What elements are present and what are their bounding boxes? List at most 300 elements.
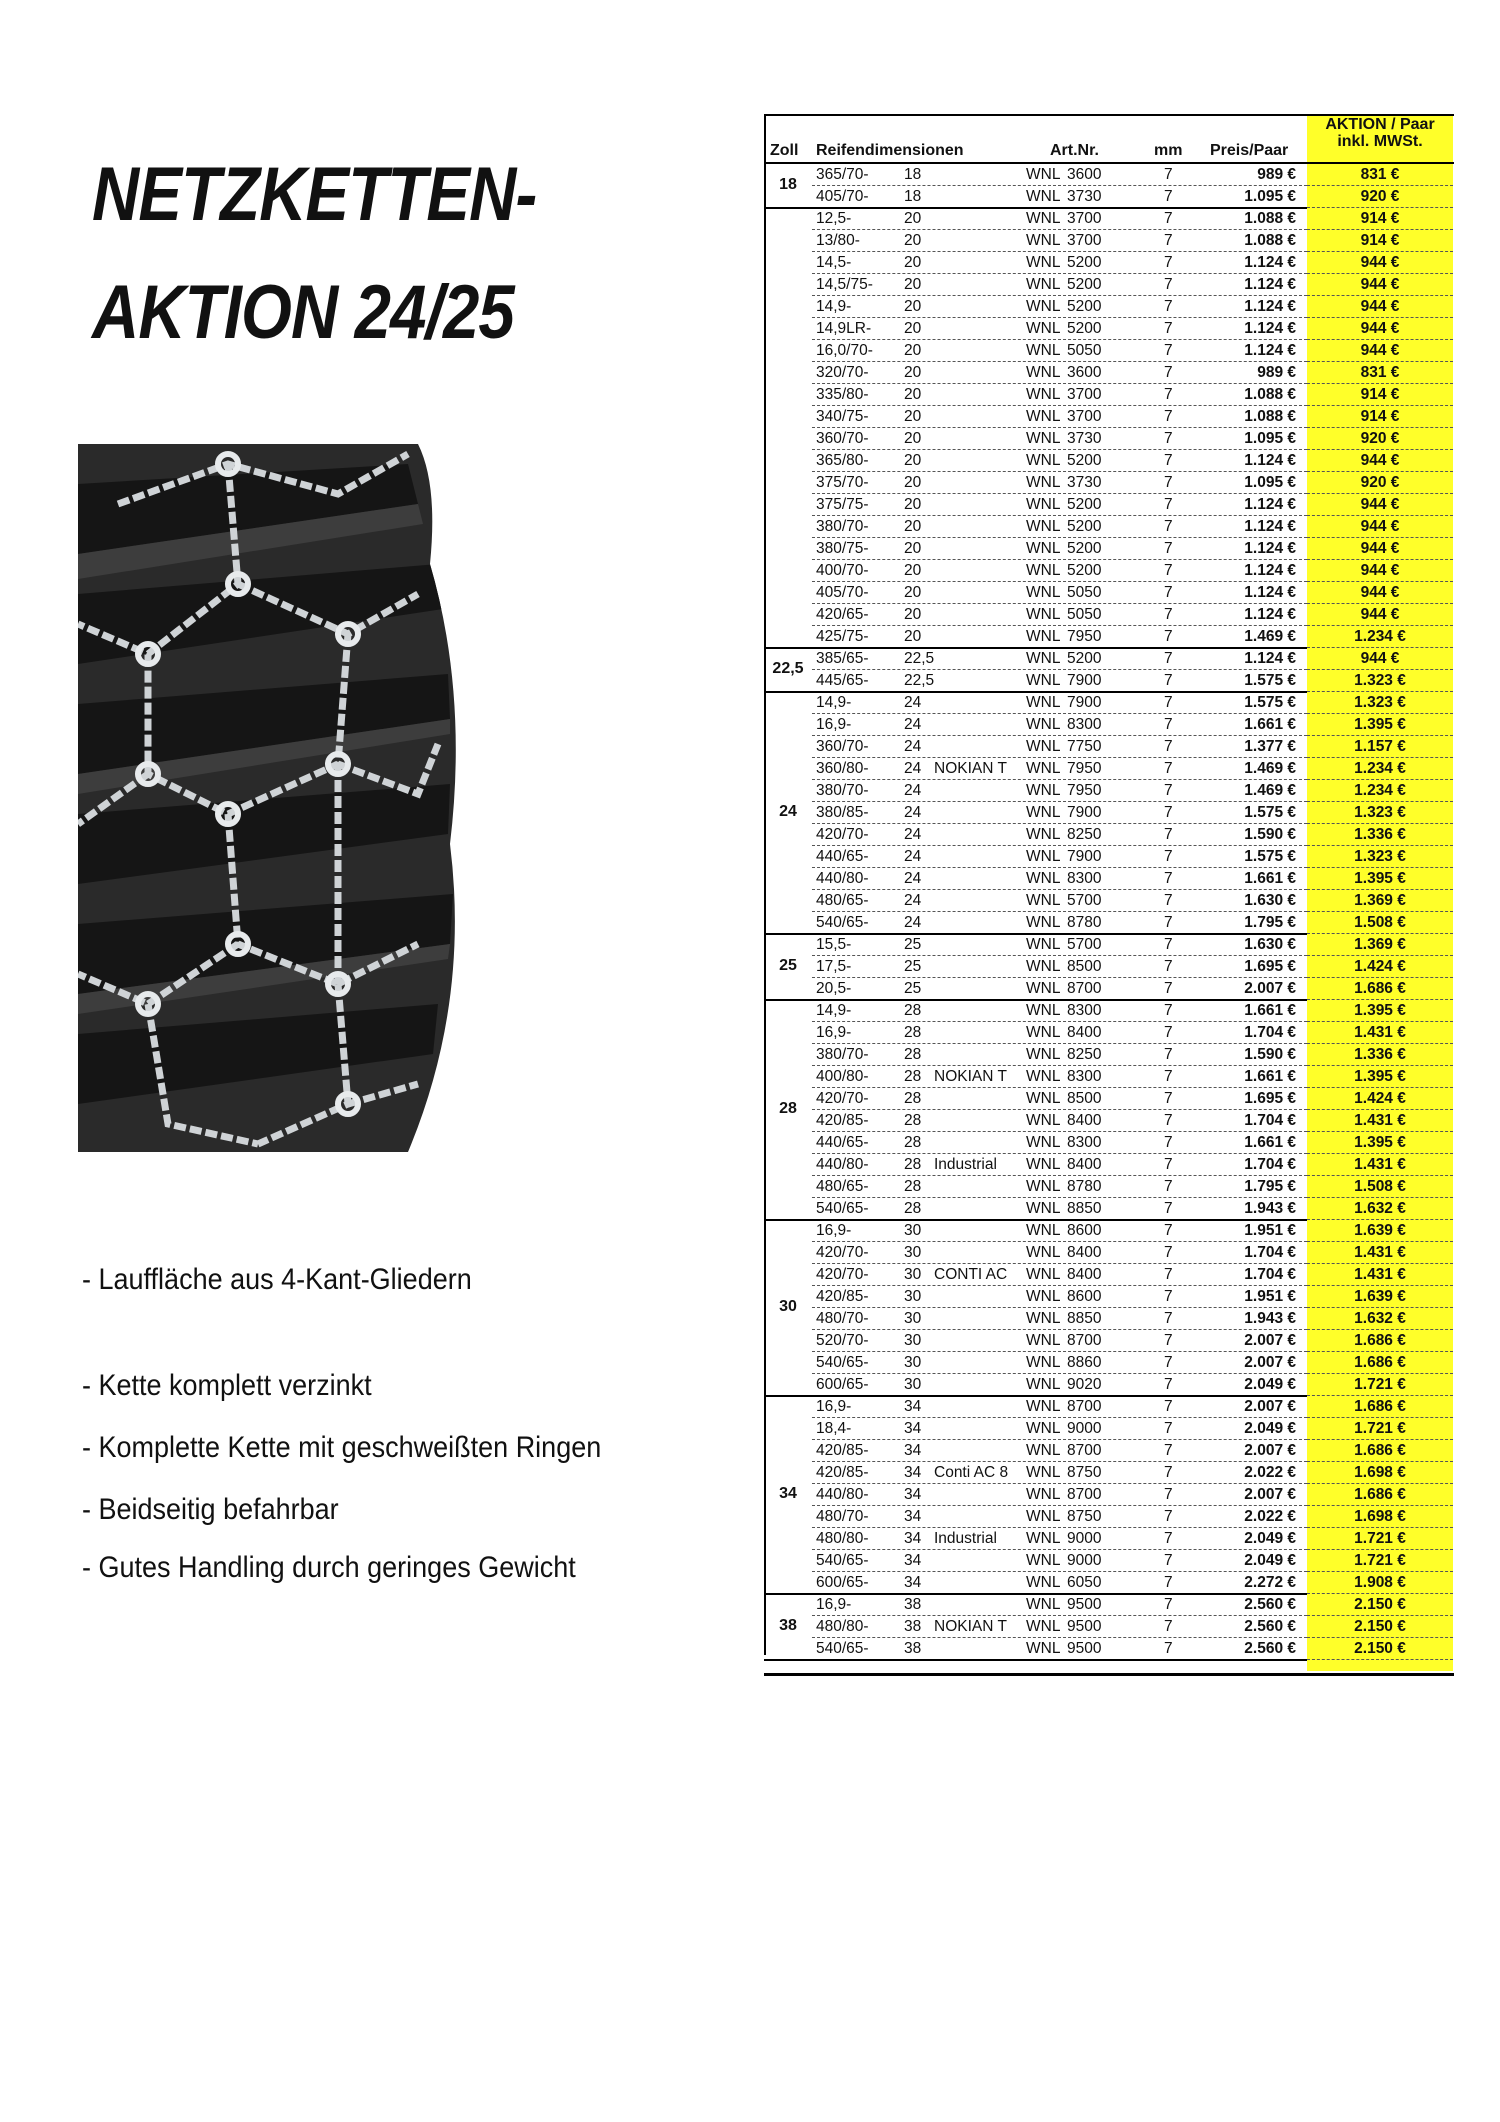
price-per-pair: 1.124 € — [1244, 540, 1296, 557]
price-per-pair: 1.124 € — [1244, 584, 1296, 601]
table-row — [764, 1000, 1454, 1022]
rim-size: 30 — [904, 1222, 922, 1239]
article-prefix: WNL — [1026, 782, 1061, 799]
action-price: 1.721 € — [1354, 1552, 1406, 1569]
article-prefix: WNL — [1026, 298, 1061, 315]
price-per-pair: 1.124 € — [1244, 606, 1296, 623]
article-number: 7950 — [1067, 628, 1102, 645]
tire-dimension: 385/65- — [816, 650, 869, 667]
article-number: 8850 — [1067, 1310, 1102, 1327]
table-row — [764, 780, 1454, 802]
article-number: 8750 — [1067, 1508, 1102, 1525]
rim-size: 20 — [904, 210, 922, 227]
article-number: 5200 — [1067, 254, 1102, 271]
rim-size: 30 — [904, 1376, 922, 1393]
price-per-pair: 1.088 € — [1244, 408, 1296, 425]
article-prefix: WNL — [1026, 1046, 1061, 1063]
zoll-group-label: 38 — [779, 1617, 797, 1634]
table-row — [764, 1044, 1454, 1066]
rim-size: 30 — [904, 1244, 922, 1261]
action-price: 944 € — [1360, 276, 1400, 293]
chain-mm: 7 — [1164, 1464, 1173, 1481]
price-per-pair: 1.088 € — [1244, 386, 1296, 403]
table-row — [764, 582, 1454, 604]
chain-mm: 7 — [1164, 254, 1173, 271]
chain-mm: 7 — [1164, 562, 1173, 579]
article-number: 8700 — [1067, 1442, 1102, 1459]
rim-size: 18 — [904, 188, 922, 205]
tire-dimension: 600/65- — [816, 1574, 869, 1591]
tire-dimension: 420/70- — [816, 1090, 869, 1107]
action-price: 1.639 € — [1354, 1288, 1406, 1305]
tire-dimension: 375/70- — [816, 474, 869, 491]
tire-note: Industrial — [934, 1156, 997, 1173]
article-prefix: WNL — [1026, 1024, 1061, 1041]
price-per-pair: 2.007 € — [1244, 1442, 1296, 1459]
chain-mm: 7 — [1164, 870, 1173, 887]
feature-item: - Komplette Kette mit geschweißten Ringen — [82, 1431, 602, 1464]
article-number: 5200 — [1067, 496, 1102, 513]
action-price: 1.431 € — [1354, 1266, 1406, 1283]
chain-mm: 7 — [1164, 716, 1173, 733]
table-row — [764, 1374, 1454, 1396]
action-price: 1.686 € — [1354, 1486, 1406, 1503]
price-per-pair: 2.560 € — [1244, 1640, 1296, 1657]
price-per-pair: 2.272 € — [1244, 1574, 1296, 1591]
article-number: 5700 — [1067, 936, 1102, 953]
tire-note: Industrial — [934, 1530, 997, 1547]
tire-dimension: 480/80- — [816, 1530, 869, 1547]
action-price: 1.632 € — [1354, 1310, 1406, 1327]
article-prefix: WNL — [1026, 606, 1061, 623]
tire-dimension: 14,9- — [816, 298, 852, 315]
action-price: 1.323 € — [1354, 804, 1406, 821]
price-per-pair: 989 € — [1257, 166, 1296, 183]
table-row — [764, 494, 1454, 516]
price-per-pair: 1.575 € — [1244, 804, 1296, 821]
rim-size: 24 — [904, 738, 922, 755]
article-prefix: WNL — [1026, 496, 1061, 513]
action-price: 1.424 € — [1354, 1090, 1406, 1107]
tire-note: Conti AC 8 — [934, 1464, 1009, 1481]
table-row — [764, 648, 1454, 670]
rim-size: 24 — [904, 870, 922, 887]
article-number: 8500 — [1067, 958, 1102, 975]
rim-size: 34 — [904, 1464, 922, 1481]
article-prefix: WNL — [1026, 1574, 1061, 1591]
table-row — [764, 1176, 1454, 1198]
chain-mm: 7 — [1164, 936, 1173, 953]
rim-size: 30 — [904, 1332, 922, 1349]
article-number: 8780 — [1067, 1178, 1102, 1195]
zoll-group-label: 22,5 — [772, 660, 804, 677]
price-per-pair: 1.124 € — [1244, 276, 1296, 293]
rim-size: 28 — [904, 1068, 922, 1085]
header-preis-paar: Preis/Paar — [1210, 142, 1289, 159]
article-number: 9000 — [1067, 1530, 1102, 1547]
article-number: 8400 — [1067, 1244, 1102, 1261]
article-prefix: WNL — [1026, 1002, 1061, 1019]
rim-size: 34 — [904, 1530, 922, 1547]
header-aktion-line-1: AKTION / Paar — [1325, 116, 1435, 133]
rim-size: 24 — [904, 892, 922, 909]
tire-dimension: 18,4- — [816, 1420, 852, 1437]
table-row — [764, 1528, 1454, 1550]
price-per-pair: 1.704 € — [1244, 1024, 1296, 1041]
header-art-nr: Art.Nr. — [1050, 142, 1099, 159]
rim-size: 20 — [904, 474, 922, 491]
article-number: 8300 — [1067, 1068, 1102, 1085]
table-row — [764, 714, 1454, 736]
table-row — [764, 846, 1454, 868]
chain-mm: 7 — [1164, 342, 1173, 359]
article-prefix: WNL — [1026, 760, 1061, 777]
price-per-pair: 2.049 € — [1244, 1530, 1296, 1547]
tire-dimension: 320/70- — [816, 364, 869, 381]
group-divider — [764, 1659, 1307, 1661]
table-row — [764, 1110, 1454, 1132]
article-prefix: WNL — [1026, 1156, 1061, 1173]
chain-mm: 7 — [1164, 804, 1173, 821]
tire-dimension: 420/70- — [816, 1244, 869, 1261]
tire-dimension: 420/85- — [816, 1112, 869, 1129]
rim-size: 38 — [904, 1596, 922, 1613]
article-number: 7900 — [1067, 694, 1102, 711]
action-price: 944 € — [1360, 320, 1400, 337]
chain-mm: 7 — [1164, 1222, 1173, 1239]
article-prefix: WNL — [1026, 1596, 1061, 1613]
article-number: 8300 — [1067, 870, 1102, 887]
tire-dimension: 12,5- — [816, 210, 852, 227]
article-number: 8750 — [1067, 1464, 1102, 1481]
price-per-pair: 1.661 € — [1244, 1068, 1296, 1085]
article-prefix: WNL — [1026, 474, 1061, 491]
action-price: 1.234 € — [1354, 760, 1406, 777]
rim-size: 20 — [904, 254, 922, 271]
rim-size: 20 — [904, 540, 922, 557]
article-prefix: WNL — [1026, 1112, 1061, 1129]
action-price: 944 € — [1360, 496, 1400, 513]
article-number: 8700 — [1067, 980, 1102, 997]
price-per-pair: 1.124 € — [1244, 496, 1296, 513]
action-price: 944 € — [1360, 540, 1400, 557]
action-price: 1.639 € — [1354, 1222, 1406, 1239]
action-price: 1.234 € — [1354, 628, 1406, 645]
chain-mm: 7 — [1164, 276, 1173, 293]
tire-dimension: 420/85- — [816, 1464, 869, 1481]
price-per-pair: 1.124 € — [1244, 342, 1296, 359]
rim-size: 20 — [904, 562, 922, 579]
article-prefix: WNL — [1026, 650, 1061, 667]
action-price: 1.686 € — [1354, 1332, 1406, 1349]
table-row — [764, 1572, 1454, 1594]
tire-dimension: 14,5/75- — [816, 276, 873, 293]
price-per-pair: 1.661 € — [1244, 716, 1296, 733]
tire-dimension: 480/70- — [816, 1310, 869, 1327]
rim-size: 22,5 — [904, 672, 935, 689]
article-prefix: WNL — [1026, 1354, 1061, 1371]
chain-mm: 7 — [1164, 1024, 1173, 1041]
article-number: 5050 — [1067, 606, 1102, 623]
rim-size: 25 — [904, 980, 922, 997]
article-number: 3700 — [1067, 210, 1102, 227]
article-prefix: WNL — [1026, 1552, 1061, 1569]
article-number: 9500 — [1067, 1596, 1102, 1613]
price-per-pair: 1.124 € — [1244, 298, 1296, 315]
article-number: 3700 — [1067, 386, 1102, 403]
chain-mm: 7 — [1164, 1134, 1173, 1151]
tire-dimension: 420/65- — [816, 606, 869, 623]
rim-size: 28 — [904, 1002, 922, 1019]
action-price: 944 € — [1360, 518, 1400, 535]
rim-size: 20 — [904, 320, 922, 337]
tire-note: NOKIAN T — [934, 1618, 1007, 1635]
rim-size: 30 — [904, 1288, 922, 1305]
article-number: 7900 — [1067, 672, 1102, 689]
price-per-pair: 2.022 € — [1244, 1508, 1296, 1525]
rim-size: 20 — [904, 584, 922, 601]
action-price: 1.395 € — [1354, 1134, 1406, 1151]
tire-dimension: 340/75- — [816, 408, 869, 425]
article-prefix: WNL — [1026, 166, 1061, 183]
table-row — [764, 1022, 1454, 1044]
feature-item: - Beidseitig befahrbar — [82, 1493, 339, 1526]
price-per-pair: 1.124 € — [1244, 452, 1296, 469]
article-number: 6050 — [1067, 1574, 1102, 1591]
chain-mm: 7 — [1164, 1530, 1173, 1547]
price-per-pair: 2.022 € — [1244, 1464, 1296, 1481]
rim-size: 20 — [904, 276, 922, 293]
article-number: 5200 — [1067, 452, 1102, 469]
article-number: 5700 — [1067, 892, 1102, 909]
chain-mm: 7 — [1164, 650, 1173, 667]
tire-dimension: 16,9- — [816, 1222, 852, 1239]
tire-dimension: 365/70- — [816, 166, 869, 183]
tire-dimension: 520/70- — [816, 1332, 869, 1349]
action-price: 944 € — [1360, 562, 1400, 579]
price-per-pair: 2.560 € — [1244, 1596, 1296, 1613]
tire-dimension: 20,5- — [816, 980, 852, 997]
rim-size: 20 — [904, 232, 922, 249]
price-per-pair: 2.049 € — [1244, 1552, 1296, 1569]
action-price: 1.323 € — [1354, 848, 1406, 865]
price-per-pair: 1.943 € — [1244, 1200, 1296, 1217]
tire-dimension: 360/70- — [816, 738, 869, 755]
article-number: 9000 — [1067, 1552, 1102, 1569]
article-number: 7900 — [1067, 848, 1102, 865]
chain-mm: 7 — [1164, 518, 1173, 535]
article-number: 3700 — [1067, 232, 1102, 249]
table-row — [764, 406, 1454, 428]
action-price: 831 € — [1360, 166, 1400, 183]
price-per-pair: 1.575 € — [1244, 672, 1296, 689]
article-prefix: WNL — [1026, 936, 1061, 953]
chain-mm: 7 — [1164, 1332, 1173, 1349]
rim-size: 20 — [904, 364, 922, 381]
article-number: 8400 — [1067, 1024, 1102, 1041]
chain-mm: 7 — [1164, 782, 1173, 799]
article-prefix: WNL — [1026, 386, 1061, 403]
article-prefix: WNL — [1026, 1178, 1061, 1195]
chain-mm: 7 — [1164, 1420, 1173, 1437]
price-per-pair: 1.630 € — [1244, 892, 1296, 909]
price-per-pair: 1.795 € — [1244, 914, 1296, 931]
rim-size: 20 — [904, 408, 922, 425]
action-price: 944 € — [1360, 584, 1400, 601]
rim-size: 25 — [904, 958, 922, 975]
article-number: 3700 — [1067, 408, 1102, 425]
table-row — [764, 1220, 1454, 1242]
tire-dimension: 440/65- — [816, 1134, 869, 1151]
article-prefix: WNL — [1026, 320, 1061, 337]
article-prefix: WNL — [1026, 1068, 1061, 1085]
article-prefix: WNL — [1026, 716, 1061, 733]
price-per-pair: 1.469 € — [1244, 782, 1296, 799]
price-per-pair: 1.124 € — [1244, 562, 1296, 579]
article-number: 8400 — [1067, 1156, 1102, 1173]
tire-dimension: 440/80- — [816, 870, 869, 887]
price-per-pair: 1.704 € — [1244, 1266, 1296, 1283]
table-row — [764, 978, 1454, 1000]
article-number: 7750 — [1067, 738, 1102, 755]
article-number: 3600 — [1067, 364, 1102, 381]
rim-size: 28 — [904, 1024, 922, 1041]
article-number: 8700 — [1067, 1486, 1102, 1503]
article-prefix: WNL — [1026, 694, 1061, 711]
table-row — [764, 450, 1454, 472]
article-prefix: WNL — [1026, 1222, 1061, 1239]
rim-size: 34 — [904, 1442, 922, 1459]
action-price: 1.395 € — [1354, 716, 1406, 733]
table-row — [764, 890, 1454, 912]
action-price: 1.431 € — [1354, 1156, 1406, 1173]
title-line-1: NETZKETTEN- — [92, 152, 537, 237]
chain-mm: 7 — [1164, 1112, 1173, 1129]
table-row — [764, 318, 1454, 340]
article-prefix: WNL — [1026, 1398, 1061, 1415]
tire-dimension: 380/70- — [816, 1046, 869, 1063]
price-per-pair: 1.124 € — [1244, 650, 1296, 667]
price-per-pair: 1.124 € — [1244, 320, 1296, 337]
tire-dimension: 15,5- — [816, 936, 852, 953]
table-row — [764, 1264, 1454, 1286]
article-prefix: WNL — [1026, 254, 1061, 271]
price-per-pair: 1.575 € — [1244, 694, 1296, 711]
chain-mm: 7 — [1164, 496, 1173, 513]
table-border — [764, 1673, 1454, 1676]
price-per-pair: 1.469 € — [1244, 628, 1296, 645]
action-price: 920 € — [1360, 474, 1400, 491]
price-per-pair: 1.095 € — [1244, 188, 1296, 205]
tire-dimension: 14,9LR- — [816, 320, 872, 337]
article-number: 5050 — [1067, 584, 1102, 601]
price-per-pair: 1.124 € — [1244, 254, 1296, 271]
chain-mm: 7 — [1164, 694, 1173, 711]
action-price: 1.431 € — [1354, 1112, 1406, 1129]
tire-dimension: 360/70- — [816, 430, 869, 447]
price-per-pair: 2.007 € — [1244, 1332, 1296, 1349]
price-per-pair: 1.088 € — [1244, 232, 1296, 249]
chain-mm: 7 — [1164, 1310, 1173, 1327]
tire-dimension: 16,9- — [816, 716, 852, 733]
tire-dimension: 480/65- — [816, 892, 869, 909]
rim-size: 24 — [904, 716, 922, 733]
feature-item: - Gutes Handling durch geringes Gewicht — [82, 1551, 576, 1584]
chain-mm: 7 — [1164, 188, 1173, 205]
rim-size: 24 — [904, 804, 922, 821]
article-prefix: WNL — [1026, 1618, 1061, 1635]
price-per-pair: 1.943 € — [1244, 1310, 1296, 1327]
article-number: 5050 — [1067, 342, 1102, 359]
price-per-pair: 1.095 € — [1244, 430, 1296, 447]
article-prefix: WNL — [1026, 914, 1061, 931]
tire-dimension: 14,9- — [816, 1002, 852, 1019]
article-prefix: WNL — [1026, 430, 1061, 447]
table-row — [764, 670, 1454, 692]
rim-size: 30 — [904, 1266, 922, 1283]
chain-mm: 7 — [1164, 914, 1173, 931]
chain-mm: 7 — [1164, 1596, 1173, 1613]
action-price: 1.686 € — [1354, 1442, 1406, 1459]
action-price: 1.323 € — [1354, 694, 1406, 711]
tire-dimension: 540/65- — [816, 1354, 869, 1371]
article-prefix: WNL — [1026, 1442, 1061, 1459]
table-row — [764, 934, 1454, 956]
article-prefix: WNL — [1026, 518, 1061, 535]
article-number: 8850 — [1067, 1200, 1102, 1217]
article-prefix: WNL — [1026, 1508, 1061, 1525]
tire-dimension: 540/65- — [816, 1200, 869, 1217]
article-number: 5200 — [1067, 320, 1102, 337]
tire-note: NOKIAN T — [934, 1068, 1007, 1085]
price-per-pair: 2.049 € — [1244, 1376, 1296, 1393]
rim-size: 34 — [904, 1508, 922, 1525]
rim-size: 28 — [904, 1178, 922, 1195]
rim-size: 20 — [904, 386, 922, 403]
chain-mm: 7 — [1164, 210, 1173, 227]
article-number: 5200 — [1067, 650, 1102, 667]
article-number: 8500 — [1067, 1090, 1102, 1107]
tire-note: NOKIAN T — [934, 760, 1007, 777]
tire-dimension: 380/70- — [816, 782, 869, 799]
chain-mm: 7 — [1164, 606, 1173, 623]
article-prefix: WNL — [1026, 452, 1061, 469]
rim-size: 20 — [904, 298, 922, 315]
article-prefix: WNL — [1026, 562, 1061, 579]
article-number: 8600 — [1067, 1222, 1102, 1239]
action-price: 920 € — [1360, 430, 1400, 447]
zoll-group-label: 18 — [779, 176, 797, 193]
chain-mm: 7 — [1164, 320, 1173, 337]
rim-size: 30 — [904, 1310, 922, 1327]
action-price: 1.157 € — [1354, 738, 1406, 755]
chain-mm: 7 — [1164, 298, 1173, 315]
article-number: 3730 — [1067, 474, 1102, 491]
tire-dimension: 440/80- — [816, 1486, 869, 1503]
tire-dimension: 480/70- — [816, 1508, 869, 1525]
header-reifendimensionen: Reifendimensionen — [816, 142, 964, 159]
rim-size: 20 — [904, 430, 922, 447]
tire-dimension: 425/75- — [816, 628, 869, 645]
rim-size: 20 — [904, 496, 922, 513]
table-row — [764, 516, 1454, 538]
chain-mm: 7 — [1164, 1178, 1173, 1195]
tire-chain-image — [78, 444, 478, 1152]
article-prefix: WNL — [1026, 1332, 1061, 1349]
chain-mm: 7 — [1164, 628, 1173, 645]
rim-size: 24 — [904, 848, 922, 865]
rim-size: 20 — [904, 452, 922, 469]
